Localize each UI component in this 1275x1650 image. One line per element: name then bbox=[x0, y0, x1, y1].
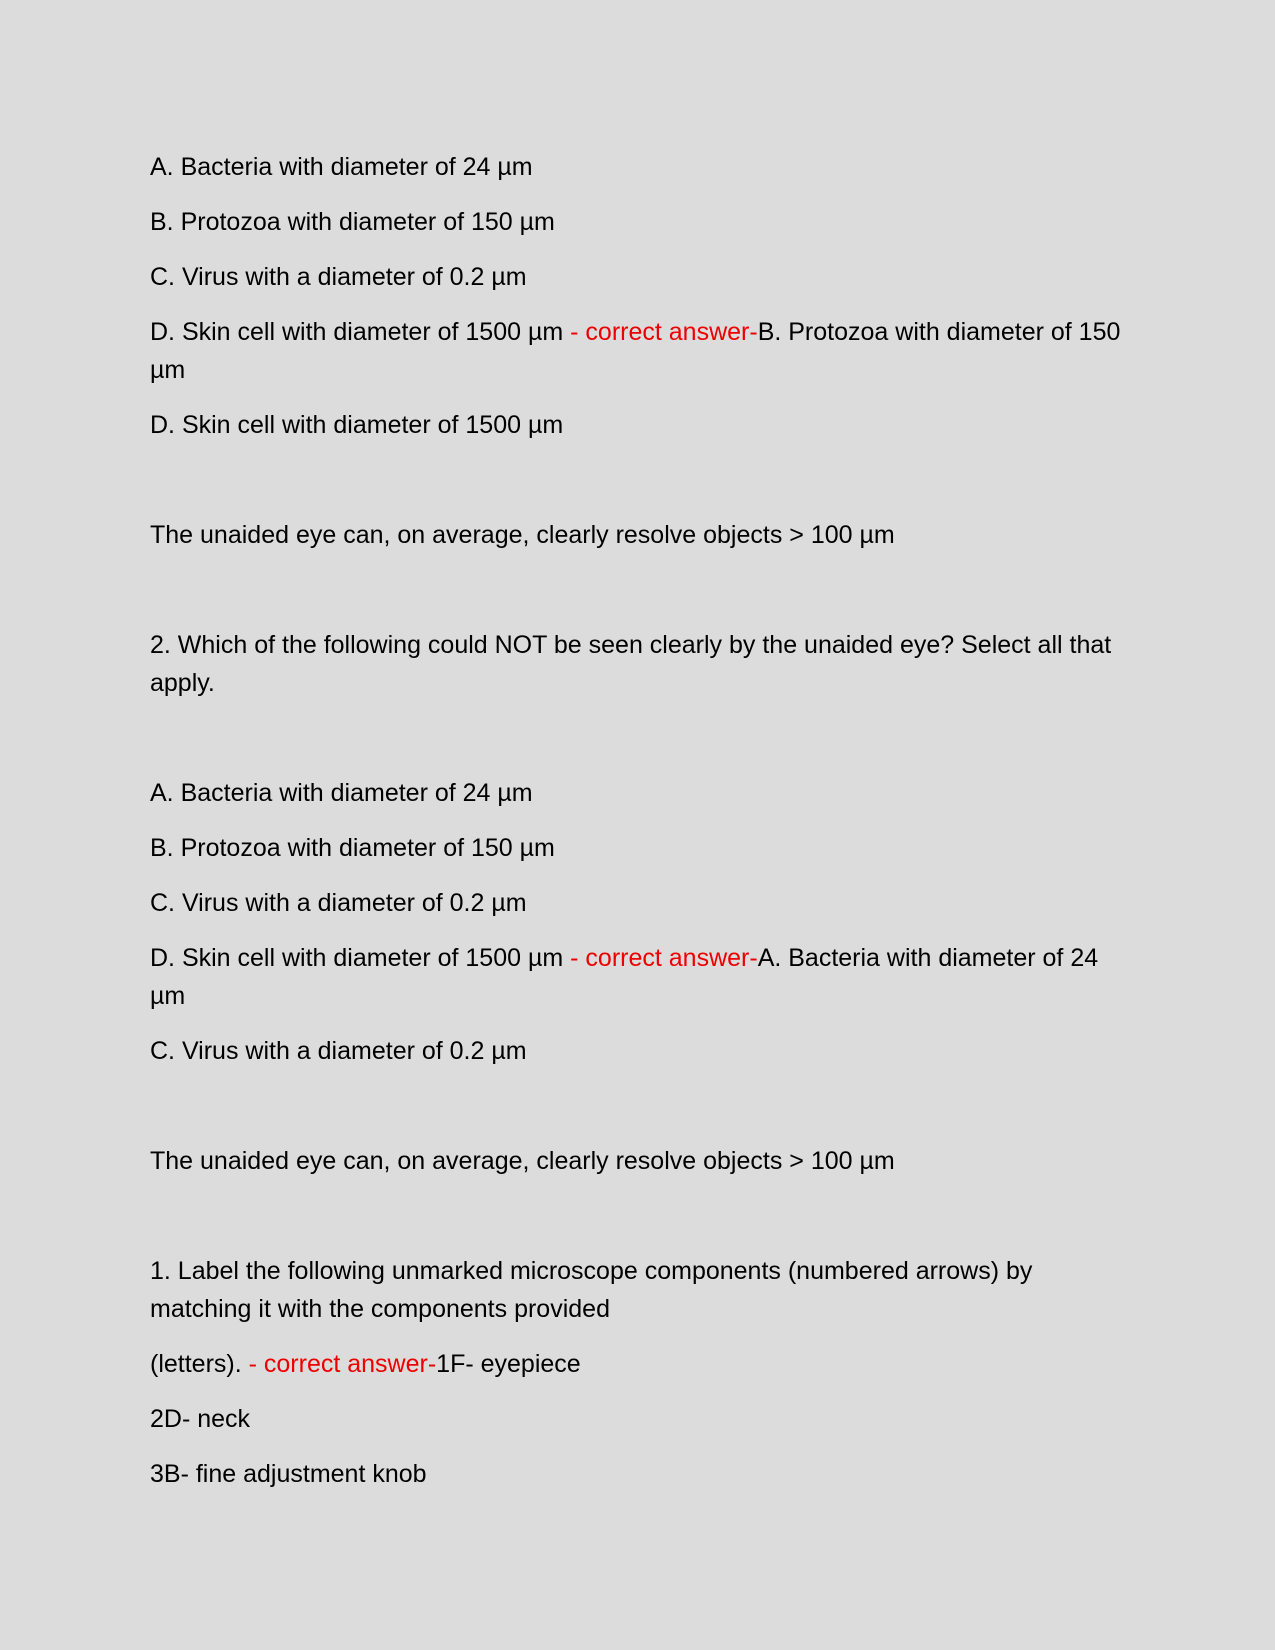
label-item: 2D- neck bbox=[150, 1405, 251, 1433]
label-item: 3B- fine adjustment knob bbox=[150, 1460, 427, 1488]
document-page bbox=[150, 148, 1130, 1510]
answer-line bbox=[150, 1345, 1130, 1383]
correct-answer-marker: - correct answer- bbox=[570, 318, 758, 346]
answer-line bbox=[150, 939, 1130, 1015]
explanation: The unaided eye can, on average, clearly resolve objects > 100 µm bbox=[150, 1147, 895, 1175]
spacer bbox=[150, 1197, 1130, 1252]
option-d: D. Skin cell with diameter of 1500 µm bbox=[150, 944, 571, 972]
option-a: A. Bacteria with diameter of 24 µm bbox=[150, 153, 533, 181]
extra-line: C. Virus with a diameter of 0.2 µm bbox=[150, 1037, 527, 1065]
spacer bbox=[150, 571, 1130, 626]
question-2: 2. Which of the following could NOT be seen clearly by the unaided eye? Select all that apply. bbox=[150, 631, 1112, 697]
spacer bbox=[150, 1087, 1130, 1142]
option-a: A. Bacteria with diameter of 24 µm bbox=[150, 779, 533, 807]
correct-answer-text: B. Protozoa with diameter of 150 µm bbox=[150, 318, 1121, 384]
option-c: C. Virus with a diameter of 0.2 µm bbox=[150, 263, 527, 291]
correct-answer-marker: - correct answer- bbox=[248, 1350, 437, 1378]
correct-answer-text: A. Bacteria with diameter of 24 µm bbox=[150, 944, 1099, 1010]
correct-answer-text: 1F- eyepiece bbox=[436, 1350, 581, 1378]
spacer bbox=[150, 461, 1130, 516]
option-b: B. Protozoa with diameter of 150 µm bbox=[150, 834, 555, 862]
answer-line bbox=[150, 313, 1130, 389]
question-1: 1. Label the following unmarked microscope components (numbered arrows) by matching it with the components provided bbox=[150, 1257, 1033, 1323]
option-c: C. Virus with a diameter of 0.2 µm bbox=[150, 889, 527, 917]
option-d: D. Skin cell with diameter of 1500 µm bbox=[150, 318, 571, 346]
spacer bbox=[150, 719, 1130, 774]
question-continuation: (letters). bbox=[150, 1350, 249, 1378]
option-b: B. Protozoa with diameter of 150 µm bbox=[150, 208, 555, 236]
explanation: The unaided eye can, on average, clearly resolve objects > 100 µm bbox=[150, 521, 895, 549]
extra-line: D. Skin cell with diameter of 1500 µm bbox=[150, 411, 564, 439]
correct-answer-marker: - correct answer- bbox=[570, 944, 758, 972]
